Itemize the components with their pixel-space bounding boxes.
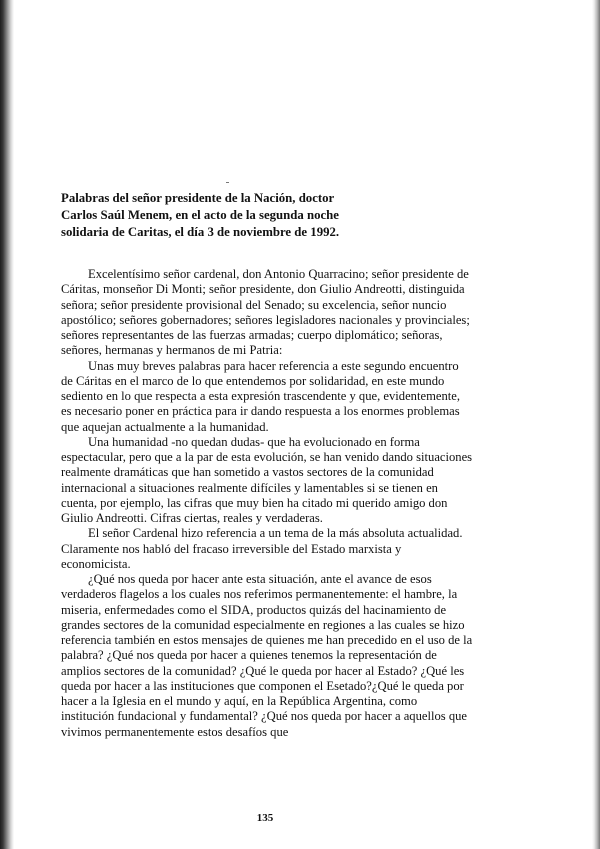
page-right-edge: [592, 0, 600, 849]
paragraph-solidarity: Unas muy breves palabras para hacer referencia a este segundo encuentro de Cáritas en el marco de lo que entendemos por solidaridad, en este mundo sediento en lo que respecta a esta expresión trascendente y que, evidentemente, es necesario poner en práctica para ir dando respuesta a los enormes problemas que aquejan actualmente a la humanidad.: [61, 358, 460, 434]
page-binding-edge: [0, 0, 14, 849]
paragraph-cardinal: El señor Cardenal hizo referencia a un tema de la más absoluta actualidad. Claramente nos habló del fracaso irreversible del Estado marxista y economicista.: [61, 526, 463, 571]
speech-body: [61, 267, 473, 740]
paragraph-questions: ¿Qué nos queda por hacer ante esta situación, ante el avance de esos verdaderos flagelos a los cuales nos referimos permanentemente: el hambre, la miseria, enfermedades como el SIDA, productos quizás del hacinamiento de grandes sectores de la comunidad especialmente en regiones a las cuales se hizo referencia también en estos mensajes de quienes me han precedido en el uso de la palabra? ¿Qué nos queda por hacer a quienes tenemos la representación de amplios sectores de la comunidad? ¿Qué le queda por hacer al Estado? ¿Qué les queda por hacer a las instituciones que componen el Esetado?¿Qué le queda por hacer a la Iglesia en el mundo y aquí, en la República Argentina, como institución fundacional y fundamental? ¿Qué nos queda por hacer a aquellos que vivimos permanentemente estos desafíos que: [61, 572, 473, 739]
paragraph-salutation: Excelentísimo señor cardenal, don Antonio Quarracino; señor presidente de Cáritas, monseñor Di Monti; señor presidente, don Giulio Andreotti, distinguida señora; señor presidente provisional del Senado; su excelencia, señor nuncio apostólico; señores gobernadores; señores legisladores nacionales y provinciales; señores representantes de las fuerzas armadas; cuerpo diplomático; señoras, señores, hermanas y hermanos de mi Patria:: [61, 267, 470, 358]
paragraph-humanity: Una humanidad -no quedan dudas- que ha evolucionado en forma espectacular, pero que a la par de esta evolución, se han venido dando situaciones realmente dramáticas que han sometido a vastos sectores de la comunidad internacional a situaciones realmente difíciles y lamentables si se tienen en cuenta, por ejemplo, las cifras que muy bien ha citado mi querido amigo don Giulio Andreotti. Cifras ciertas, reales y verdaderas.: [61, 434, 473, 525]
scan-speck: [226, 182, 229, 183]
page-number: 135: [256, 812, 274, 824]
speech-heading: Palabras del señor presidente de la Nación, doctor Carlos Saúl Menem, en el acto de la segunda noche solidaria de Caritas, el día 3 de noviembre de 1992.: [61, 191, 340, 240]
